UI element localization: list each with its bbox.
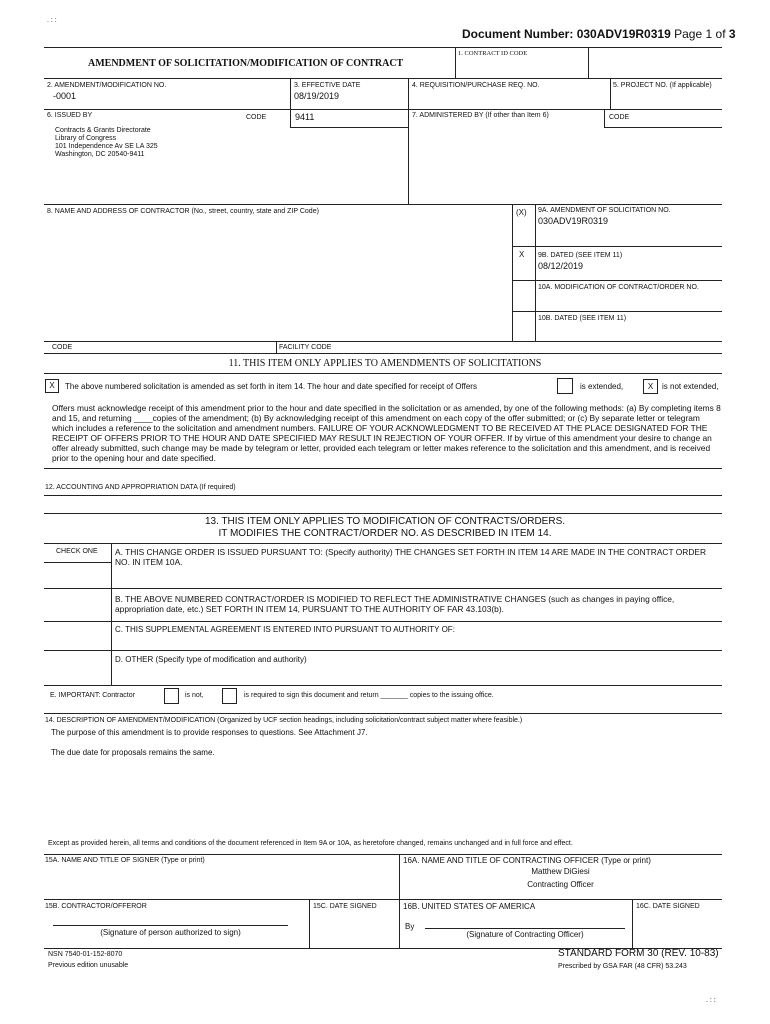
description-line-2: The due date for proposals remains the same. xyxy=(51,748,215,757)
section-11-title: 11. THIS ITEM ONLY APPLIES TO AMENDMENTS OF SOLICITATIONS xyxy=(228,358,542,369)
page-total: 3 xyxy=(728,27,736,41)
important-label: E. IMPORTANT: Contractor xyxy=(50,692,135,699)
form-title: AMENDMENT OF SOLICITATION/MODIFICATION OF CONTRACT xyxy=(88,58,404,69)
section-11-paragraph: Offers must acknowledge receipt of this amendment prior to the hour and date specified in the solicitation or as amended, by one of the following methods: (a) By completing items 8 and 15, and returning ____copies of the amendment; (b) By acknowledging receipt of this amendment on each copy of the offer submitted; or (c) By separate letter or telegram which includes a reference to the solicitation and amendment numbers. FAILURE OF YOUR ACKNOWLEDGMENT TO BE RECEIVED AT THE PLACE DESIGNATED FOR THE RECEIPT OF OFFERS PRIOR TO THE HOUR AND DATE SPECIFIED MAY RESULT IN REJECTION OF YOUR OFFER. If by virtue of this amendment your desire to change an offer already submitted, such change may be made by telegram or letter, provided each telegram or letter makes reference to the solicitation and this amendment, and is received prior to the opening hour and date specified. xyxy=(52,403,721,463)
nsn-number: NSN 7540-01-152-8070 xyxy=(48,951,123,958)
issuer-address xyxy=(55,127,158,159)
option-d-text: D. OTHER (Specify type of modification and authority) xyxy=(115,655,307,664)
issuer-address-line: Contracts & Grants Directorate xyxy=(55,127,151,134)
option-b-text: B. THE ABOVE NUMBERED CONTRACT/ORDER IS MODIFIED TO REFLECT THE ADMINISTRATIVE CHANGES (such as changes in paying office, appropriation date, etc.) SET FORTH IN ITEM 14, PURSUANT TO THE AUTHORITY OF FAR 43.103(b). xyxy=(115,594,675,614)
item-9a-label: 9A. AMENDMENT OF SOLICITATION NO. xyxy=(538,207,671,214)
is-not-label: is not, xyxy=(185,692,204,699)
officer-signature-caption: (Signature of Contracting Officer) xyxy=(466,930,584,939)
administered-code-label: CODE xyxy=(609,114,630,121)
section-13-title-line: 13. THIS ITEM ONLY APPLIES TO MODIFICATION OF CONTRACTS/ORDERS. xyxy=(204,516,566,527)
item-9b-label: 9B. DATED (SEE ITEM 11) xyxy=(538,252,623,259)
item-9a-value: 030ADV19R0319 xyxy=(538,216,609,226)
contractor-date-label: 15C. DATE SIGNED xyxy=(313,903,377,910)
issuer-address-line: Library of Congress xyxy=(55,135,117,142)
facility-code-label: FACILITY CODE xyxy=(279,344,332,351)
effective-date-label: 3. EFFECTIVE DATE xyxy=(294,82,361,89)
doc-number: 030ADV19R0319 xyxy=(576,27,671,41)
is-required-label: is required to sign this document and return _______ copies to the issuing office. xyxy=(244,692,494,699)
section-11-statement: The above numbered solicitation is amended as set forth in item 14. The hour and date specified for receipt of Offers xyxy=(65,382,477,391)
x-column-header: (X) xyxy=(516,208,527,217)
page-of: of xyxy=(715,27,726,41)
issuer-address-line: Washington, DC 20540-9411 xyxy=(55,151,145,158)
officer-date-label: 16C. DATE SIGNED xyxy=(636,903,700,910)
issued-code-label: CODE xyxy=(246,114,267,121)
corner-mark: . : : xyxy=(706,997,716,1004)
amendment-no-label: 2. AMENDMENT/MODIFICATION NO. xyxy=(47,82,167,89)
signer-name-label: 15A. NAME AND TITLE OF SIGNER (Type or print) xyxy=(45,857,205,864)
is-not-extended-label: is not extended, xyxy=(662,382,719,391)
requisition-label: 4. REQUISITION/PURCHASE REQ. NO. xyxy=(412,82,540,89)
contractor-signature-caption: (Signature of person authorized to sign) xyxy=(100,928,241,937)
accounting-data-label: 12. ACCOUNTING AND APPROPRIATION DATA (If required) xyxy=(45,484,236,491)
description-label: 14. DESCRIPTION OF AMENDMENT/MODIFICATION (Organized by UCF section headings, including solicitation/contract subject matter where feasible.) xyxy=(45,717,523,724)
standard-form-label: STANDARD FORM 30 (REV. 10-83) xyxy=(558,948,719,959)
contract-id-label: 1. CONTRACT ID CODE xyxy=(458,50,528,57)
contractor-offeror-label: 15B. CONTRACTOR/OFFEROR xyxy=(45,903,147,910)
is-not-checkbox[interactable] xyxy=(164,688,179,704)
document-number-header xyxy=(462,27,736,41)
project-no-label: 5. PROJECT NO. (If applicable) xyxy=(613,82,712,89)
is-extended-label: is extended, xyxy=(580,382,624,391)
is-extended-checkbox[interactable] xyxy=(557,378,573,394)
officer-name: Matthew DiGiesi xyxy=(531,867,590,876)
section-13-title-line: IT MODIFIES THE CONTRACT/ORDER NO. AS DESCRIBED IN ITEM 14. xyxy=(218,528,552,539)
officer-title: Contracting Officer xyxy=(527,880,594,889)
issuer-address-line: 101 Independence Av SE LA 325 xyxy=(55,143,158,150)
page-word: Page xyxy=(674,27,703,41)
item-10b-label: 10B. DATED (SEE ITEM 11) xyxy=(538,315,627,322)
usa-label: 16B. UNITED STATES OF AMERICA xyxy=(403,902,536,911)
amendment-no-value: -0001 xyxy=(53,91,77,101)
description-line-1: The purpose of this amendment is to provide responses to questions. See Attachment J7. xyxy=(51,728,368,737)
by-label: By xyxy=(405,922,415,931)
issued-code-value: 9411 xyxy=(295,112,315,122)
previous-edition-note: Previous edition unusable xyxy=(48,962,129,969)
prescribed-by-label: Prescribed by GSA FAR (48 CFR) 53.243 xyxy=(558,963,687,970)
is-required-checkbox[interactable] xyxy=(222,688,237,704)
effective-date-value: 08/19/2019 xyxy=(294,91,340,101)
administered-by-label: 7. ADMINISTERED BY (If other than Item 6) xyxy=(412,112,549,119)
issued-by-label: 6. ISSUED BY xyxy=(47,112,93,119)
not-extended-checkbox[interactable]: X xyxy=(643,379,658,394)
option-a-text: A. THIS CHANGE ORDER IS ISSUED PURSUANT TO: (Specify authority) THE CHANGES SET FORTH IN ITEM 14 ARE MADE IN THE CONTRACT ORDER NO. IN ITEM 10A. xyxy=(115,547,707,567)
item-9b-value: 08/12/2019 xyxy=(538,261,584,271)
except-note: Except as provided herein, all terms and conditions of the document referenced in Item 9A or 10A, as heretofore changed, remains unchanged and in full force and effect. xyxy=(48,840,573,847)
check-one-label: CHECK ONE xyxy=(56,548,98,555)
corner-mark: . : : xyxy=(47,17,57,24)
doc-number-label: Document Number: xyxy=(462,27,574,41)
contractor-code-label: CODE xyxy=(52,344,73,351)
officer-name-label: 16A. NAME AND TITLE OF CONTRACTING OFFICER (Type or print) xyxy=(403,856,651,865)
item-9-check-mark: X xyxy=(519,250,525,259)
section-13-title xyxy=(0,516,770,540)
amended-checkbox[interactable]: X xyxy=(45,379,59,393)
contractor-label: 8. NAME AND ADDRESS OF CONTRACTOR (No., street, country, state and ZIP Code) xyxy=(47,208,319,215)
item-10a-label: 10A. MODIFICATION OF CONTRACT/ORDER NO. xyxy=(538,284,699,291)
page-current: 1 xyxy=(705,27,713,41)
option-c-text: C. THIS SUPPLEMENTAL AGREEMENT IS ENTERED INTO PURSUANT TO AUTHORITY OF: xyxy=(115,625,455,634)
